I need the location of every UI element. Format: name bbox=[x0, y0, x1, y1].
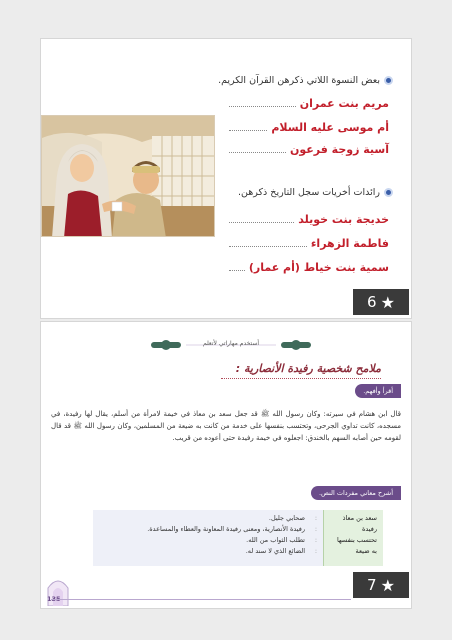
question-2 bbox=[238, 187, 393, 198]
glossary-row bbox=[93, 523, 383, 534]
page-number: 135 bbox=[47, 595, 61, 603]
answer-row bbox=[229, 261, 389, 274]
question-1 bbox=[218, 75, 393, 86]
glossary-definition: رفيدة الأنصارية، ومعنى رفيدة المعاونة والعطاء والمساعدة. bbox=[147, 524, 305, 533]
dotted-line bbox=[229, 222, 294, 223]
page-label-number: 6 bbox=[367, 293, 377, 311]
glossary-row bbox=[93, 545, 383, 556]
separator: : bbox=[314, 513, 318, 522]
glossary-term: به ضيعة bbox=[355, 546, 377, 555]
answer-row bbox=[229, 121, 389, 134]
separator: : bbox=[314, 546, 318, 555]
answer-text: سمية بنت خياط (أم عمار) bbox=[248, 261, 389, 274]
glossary-term: رفيدة bbox=[361, 524, 377, 533]
glossary-definition: تطلب الثواب من الله. bbox=[246, 535, 305, 544]
answer-row bbox=[229, 237, 389, 250]
separator: : bbox=[314, 524, 318, 533]
star-icon: ★ bbox=[380, 575, 395, 595]
bullet-icon bbox=[384, 76, 393, 85]
answer-text: خديجة بنت خويلد bbox=[298, 213, 389, 226]
dotted-line bbox=[229, 152, 286, 153]
illustration-nurse-boy bbox=[41, 115, 215, 237]
glossary-definition: الضائع الذي لا سند له. bbox=[245, 546, 305, 555]
question-1-text: بعض النسوة اللاتي ذكرهن القرآن الكريم. bbox=[218, 75, 380, 86]
reading-paragraph: قال ابن هشام في سيرته: وكان رسول الله ﷺ قد جعل سعد بن معاذ في خيمة لامرأة من أسلم، يقال لها رفيدة، في مسجده، كانت تداوي الجرحى، وتحتسب بنفسها على خدمة من كانت به ضيعة من المسلمين، وكان رسول الله ﷺ قد قال لقومه حين أصابه السهم بالخندق: اجعلوه في خيمة رفيدة حتى أعوده من قريب. bbox=[51, 410, 401, 442]
glossary-term: تحتسب بنفسها bbox=[336, 535, 377, 544]
bullet-icon bbox=[384, 188, 393, 197]
answer-row bbox=[229, 213, 389, 226]
explain-words-tag: أشرح معاني مفردات النص. bbox=[311, 486, 401, 500]
glossary-row bbox=[93, 534, 383, 545]
dotted-line bbox=[229, 106, 296, 107]
answer-text: آسية زوجة فرعون bbox=[289, 143, 389, 156]
answer-text: فاطمة الزهراء bbox=[310, 237, 389, 250]
glossary-term: سعد بن معاذ bbox=[342, 513, 377, 522]
read-understand-tag: أقرأ وأفهم. bbox=[355, 384, 401, 398]
worksheet-page-top bbox=[40, 38, 412, 319]
dotted-line bbox=[229, 270, 245, 271]
answer-row bbox=[229, 97, 389, 110]
question-2-text: رائدات أخريات سجل التاريخ ذكرهن. bbox=[238, 187, 380, 198]
answer-text: أم موسى عليه السلام bbox=[271, 121, 389, 134]
page-label-number: 7 bbox=[367, 576, 377, 594]
answer-row bbox=[229, 143, 389, 156]
page-frame-line bbox=[51, 599, 351, 600]
illustration-svg bbox=[42, 116, 215, 237]
glossary-row bbox=[93, 512, 383, 523]
answer-text: مريم بنت عمران bbox=[299, 97, 389, 110]
separator: : bbox=[314, 535, 318, 544]
glossary-definition: صحابي جليل. bbox=[268, 513, 305, 522]
star-icon: ★ bbox=[380, 292, 395, 312]
page-label-badge bbox=[353, 572, 409, 598]
dotted-line bbox=[229, 130, 267, 131]
page-label-badge bbox=[353, 289, 409, 315]
worksheet-page-bottom bbox=[40, 321, 412, 609]
lesson-title: ملامح شخصية رفيدة الأنصارية : bbox=[235, 362, 381, 375]
glossary-box bbox=[93, 510, 383, 566]
banner-text: أستخدم مهاراتي لأتعلم bbox=[202, 340, 260, 347]
title-underline bbox=[221, 378, 381, 379]
dotted-line bbox=[229, 246, 307, 247]
